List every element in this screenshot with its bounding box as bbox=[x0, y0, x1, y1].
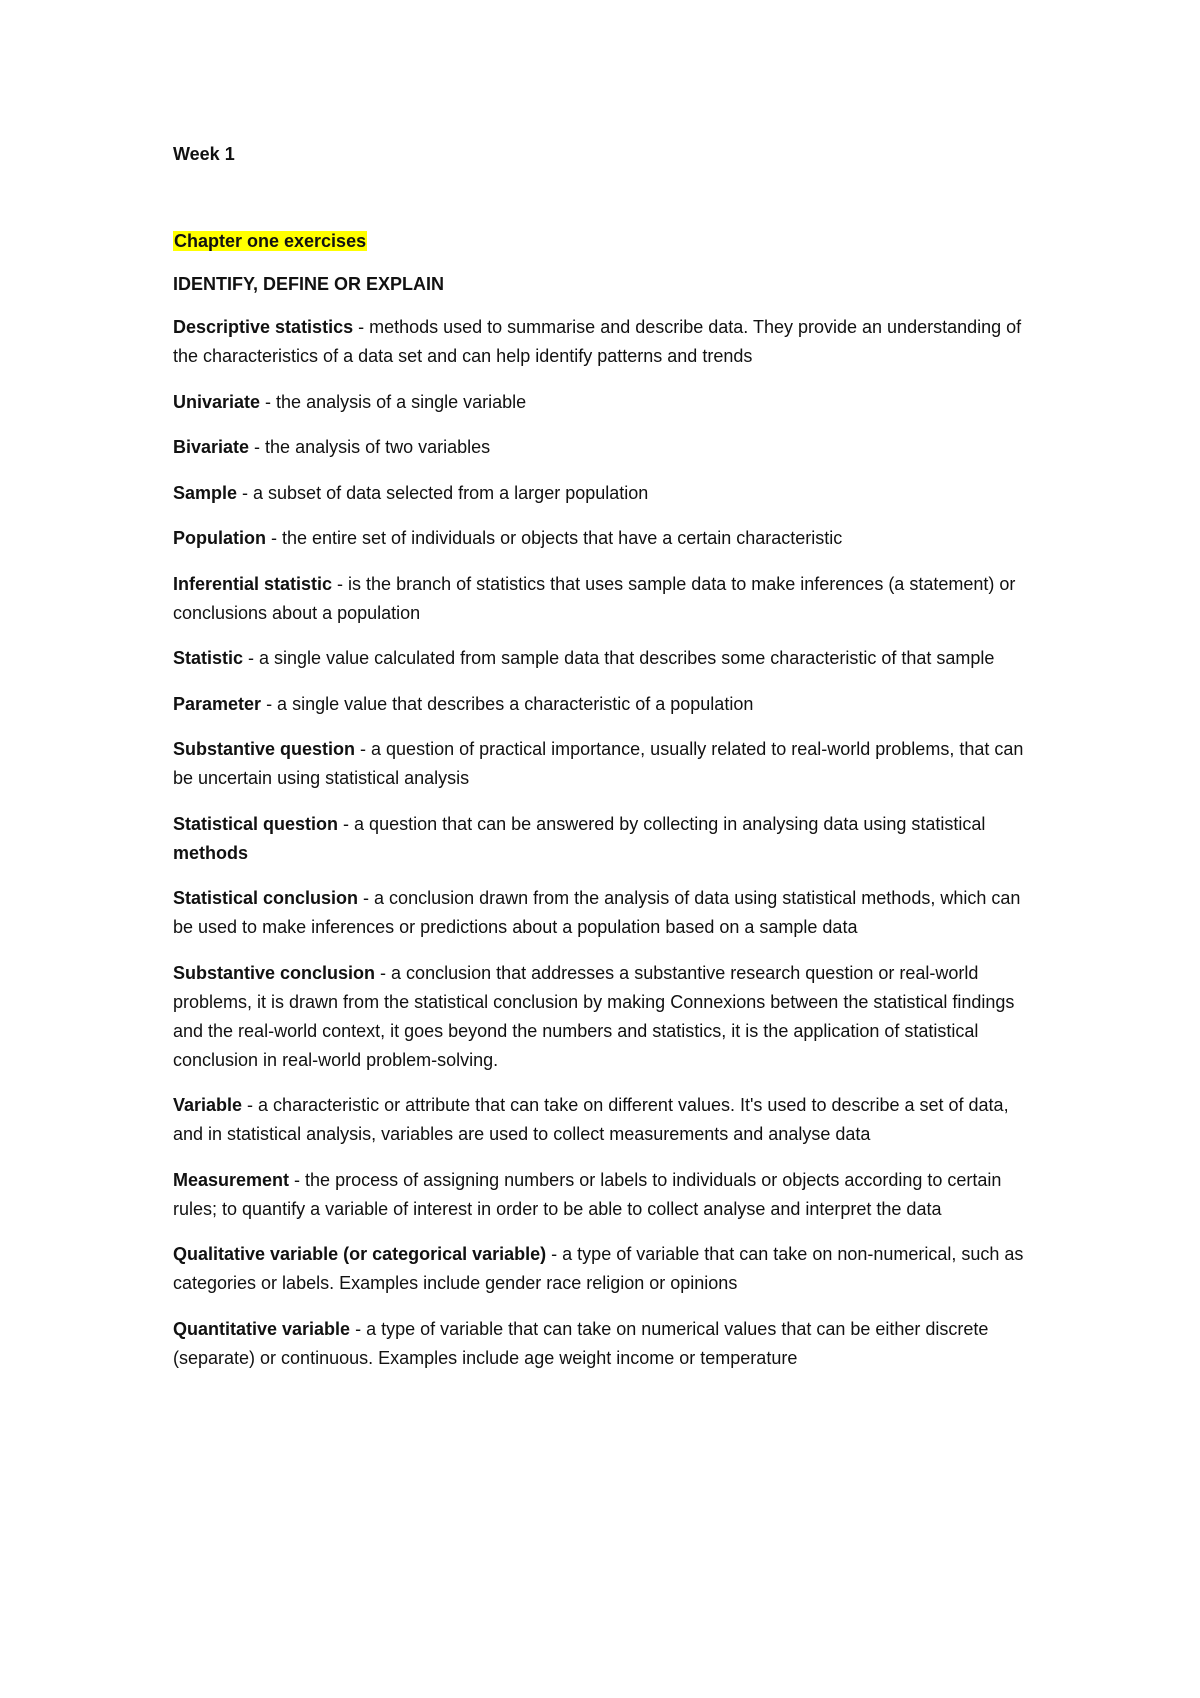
definition-text: - methods used to summarise and describe data. They provide an understanding of the characteristics of a data set and can help identify patterns and trends bbox=[173, 317, 1022, 366]
definition-item bbox=[173, 959, 1043, 1075]
definition-term: Substantive question bbox=[173, 739, 356, 759]
definition-item bbox=[173, 1166, 1043, 1224]
definition-item bbox=[173, 1240, 1043, 1298]
definition-term: Population bbox=[173, 528, 266, 548]
definition-item bbox=[173, 735, 1043, 793]
definition-item bbox=[173, 690, 1043, 719]
definition-item bbox=[173, 524, 1043, 553]
definition-item bbox=[173, 479, 1043, 508]
definition-text: - a question that can be answered by collecting in analysing data using statistical bbox=[338, 813, 986, 834]
document-content bbox=[173, 140, 1043, 1389]
definition-term: Variable bbox=[173, 1095, 243, 1115]
definition-term: Statistical conclusion bbox=[173, 888, 359, 908]
definition-item bbox=[173, 313, 1043, 371]
definition-term: Quantitative variable bbox=[173, 1318, 351, 1339]
chapter-title: Chapter one exercises bbox=[174, 231, 367, 251]
definition-term: Substantive conclusion bbox=[173, 962, 376, 983]
definition-item bbox=[173, 644, 1043, 673]
definition-text: - a type of variable that can take on numerical values that can be either discrete (separate) or continuous. Examples include age weight income or temperature bbox=[173, 1318, 989, 1368]
definition-text: - a single value calculated from sample data that describes some characteristic of that sample bbox=[243, 648, 995, 668]
definition-item bbox=[173, 810, 1043, 868]
definition-term: Sample bbox=[173, 482, 238, 503]
definition-text: - the process of assigning numbers or labels to individuals or objects according to certain rules; to quantify a variable of interest in order to be able to collect analyse and interpret the data bbox=[173, 1169, 1002, 1219]
definition-term: Inferential statistic bbox=[173, 573, 333, 594]
definition-term: Statistical question bbox=[173, 813, 339, 834]
definition-term: Descriptive statistics bbox=[173, 317, 354, 337]
definition-text: - a type of variable that can take on non-numerical, such as categories or labels. Examples include gender race religion or opinions bbox=[173, 1244, 1024, 1293]
week-title: Week 1 bbox=[173, 144, 235, 164]
definition-term: Measurement bbox=[173, 1169, 290, 1190]
definition-text: - a conclusion that addresses a substantive research question or real-world problems, it is drawn from the statistical conclusion by making Connexions between the statistical findings and the real-world context, it goes beyond the numbers and statistics, it is the application of statistical conclusion in real-world problem-solving. bbox=[173, 962, 1015, 1070]
definition-term: Bivariate bbox=[173, 437, 250, 457]
definition-text: - a conclusion drawn from the analysis of data using statistical methods, which can be used to make inferences or predictions about a population based on a sample data bbox=[173, 888, 1021, 937]
definition-item bbox=[173, 1315, 1043, 1373]
definition-term: Parameter bbox=[173, 693, 262, 714]
definition-item bbox=[173, 388, 1043, 417]
definition-term: Statistic bbox=[173, 648, 244, 668]
definition-item bbox=[173, 884, 1043, 942]
definition-text: - the entire set of individuals or objects that have a certain characteristic bbox=[266, 528, 843, 548]
definition-item bbox=[173, 433, 1043, 462]
definition-term: Qualitative variable (or categorical variable) bbox=[173, 1244, 547, 1264]
definitions-list bbox=[173, 313, 1043, 1373]
chapter-title-row bbox=[173, 227, 1043, 256]
definition-text: - a question of practical importance, usually related to real-world problems, that can be uncertain using statistical analysis bbox=[173, 739, 1024, 788]
definition-text: - the analysis of two variables bbox=[249, 437, 491, 457]
definition-item bbox=[173, 570, 1043, 628]
definition-text: - the analysis of a single variable bbox=[260, 391, 527, 412]
definition-term: Univariate bbox=[173, 391, 261, 412]
definition-text: - a single value that describes a characteristic of a population bbox=[261, 693, 754, 714]
definition-text: - is the branch of statistics that uses sample data to make inferences (a statement) or conclusions about a population bbox=[173, 573, 1016, 623]
section-heading: IDENTIFY, DEFINE OR EXPLAIN bbox=[173, 274, 445, 294]
definition-item bbox=[173, 1091, 1043, 1149]
definition-text: - a subset of data selected from a larger population bbox=[237, 482, 649, 503]
definition-text: - a characteristic or attribute that can take on different values. It's used to describe a set of data, and in statistical analysis, variables are used to collect measurements and analyse data bbox=[173, 1095, 1009, 1144]
definition-bold-tail: methods bbox=[173, 842, 249, 863]
